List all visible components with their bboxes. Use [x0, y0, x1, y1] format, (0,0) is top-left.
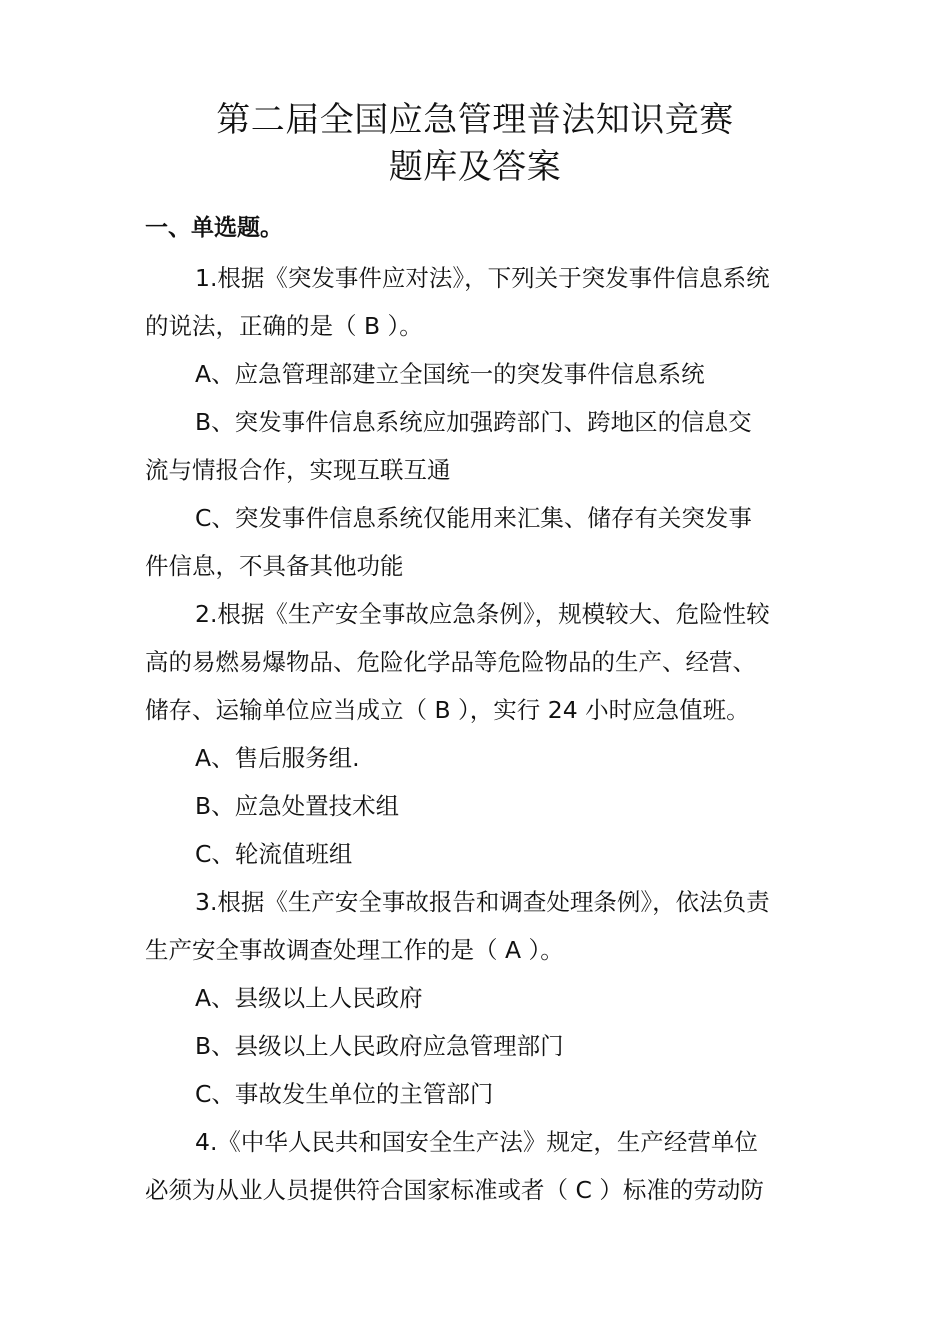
question-2 [145, 590, 815, 878]
section-heading: 一、单选题。 [145, 215, 283, 241]
option-b: B、县级以上人民政府应急管理部门 [195, 1032, 564, 1060]
question-list [145, 254, 815, 1214]
question-stem-line: 高的易燃易爆物品、危险化学品等危险物品的生产、经营、 [145, 648, 756, 676]
question-stem-line: 储存、运输单位应当成立（ B ），实行 24 小时应急值班。 [145, 696, 750, 724]
document-title-line-1: 第二届全国应急管理普法知识竞赛 [216, 100, 734, 140]
option-a: A、应急管理部建立全国统一的突发事件信息系统 [195, 360, 705, 388]
option-c-continuation: 件信息，不具备其他功能 [145, 552, 404, 580]
option-a: A、售后服务组. [195, 744, 360, 772]
option-c: C、轮流值班组 [195, 840, 353, 868]
option-c: C、事故发生单位的主管部门 [195, 1080, 494, 1108]
option-a: A、县级以上人民政府 [195, 984, 423, 1012]
option-b: B、突发事件信息系统应加强跨部门、跨地区的信息交 [195, 408, 752, 436]
question-stem-line: 2.根据《生产安全事故应急条例》，规模较大、危险性较 [195, 600, 770, 628]
question-1 [145, 254, 815, 590]
question-stem-line: 1.根据《突发事件应对法》，下列关于突发事件信息系统 [195, 264, 770, 292]
option-b-continuation: 流与情报合作，实现互联互通 [145, 456, 451, 484]
document-title-line-2: 题库及答案 [388, 147, 562, 187]
question-stem-line: 4.《中华人民共和国安全生产法》规定，生产经营单位 [195, 1128, 758, 1156]
option-c: C、突发事件信息系统仅能用来汇集、储存有关突发事 [195, 504, 752, 532]
question-4 [145, 1118, 815, 1214]
question-stem-line: 的说法，正确的是（ B ）。 [145, 312, 423, 340]
option-b: B、应急处置技术组 [195, 792, 400, 820]
question-stem-line: 生产安全事故调查处理工作的是（ A ）。 [145, 936, 564, 964]
question-stem-line: 必须为从业人员提供符合国家标准或者（ C ）标准的劳动防 [145, 1176, 764, 1204]
question-stem-line: 3.根据《生产安全事故报告和调查处理条例》，依法负责 [195, 888, 770, 916]
question-3 [145, 878, 815, 1118]
